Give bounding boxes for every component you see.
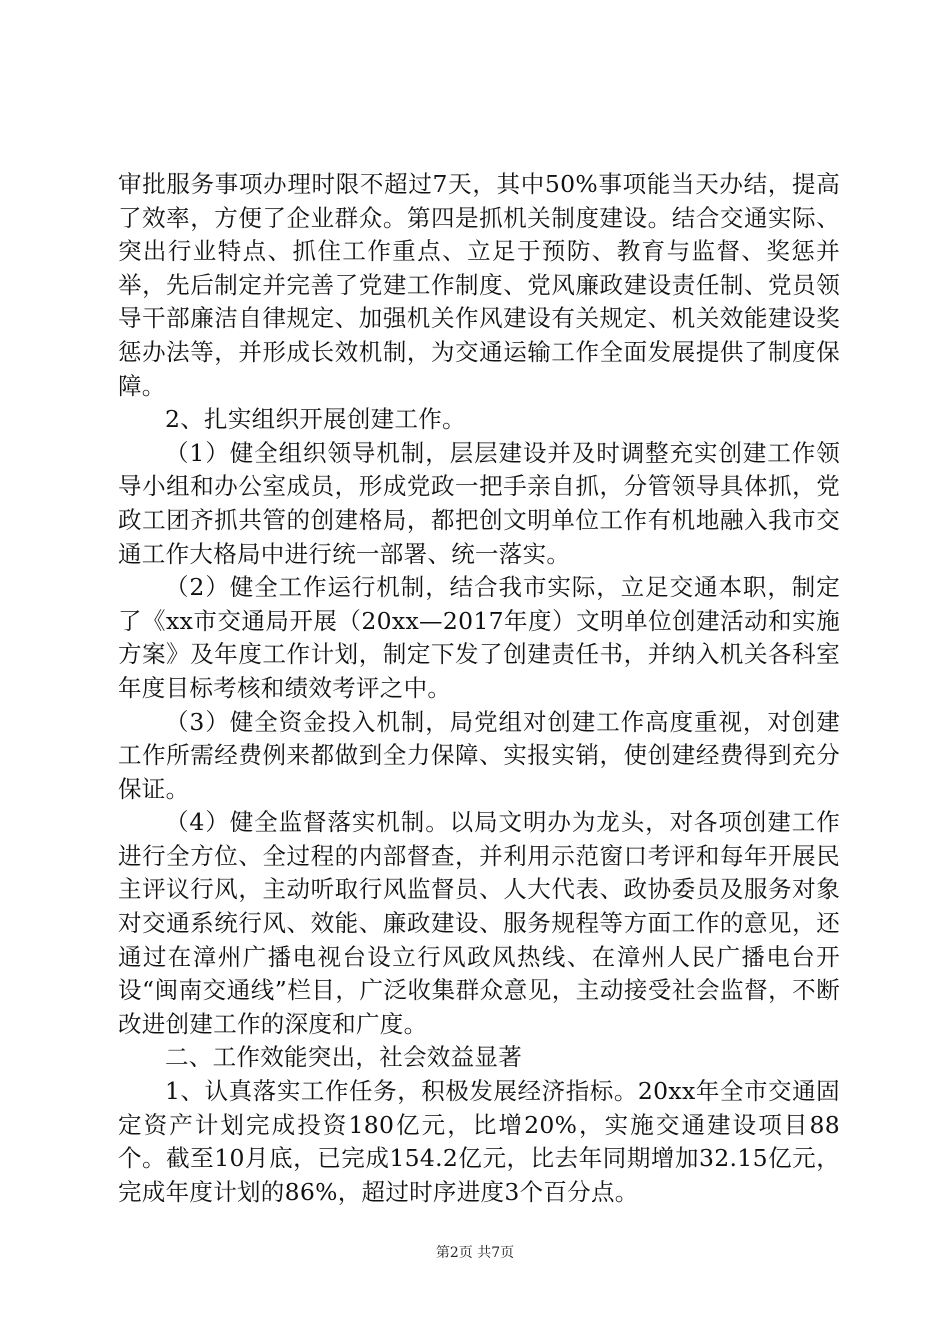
- paragraph-4: （2）健全工作运行机制，结合我市实际，立足交通本职，制定了《xx市交通局开展（20xx—2017年度）文明单位创建活动和实施方案》及年度工作计划，制定下发了创建责任书，并纳入机关各科室年度目标考核和绩效考评之中。: [118, 573, 840, 702]
- page-footer: 第2页 共7页: [435, 1245, 515, 1261]
- paragraph-8: 1、认真落实工作任务，积极发展经济指标。20xx年全市交通固定资产计划完成投资180亿元，比增20%，实施交通建设项目88个。截至10月底，已完成154.2亿元，比去年同期增加32.15亿元，完成年度计划的86%，超过时序进度3个百分点。: [118, 1077, 840, 1206]
- document-body: [118, 168, 840, 1209]
- paragraph-5: （3）健全资金投入机制，局党组对创建工作高度重视，对创建工作所需经费例来都做到全力保障、实报实销，使创建经费得到充分保证。: [118, 707, 840, 803]
- paragraph-2-heading: 2、扎实组织开展创建工作。: [165, 405, 466, 434]
- section-heading: 二、工作效能突出，社会效益显著: [165, 1043, 522, 1072]
- paragraph-3: （1）健全组织领导机制，层层建设并及时调整充实创建工作领导小组和办公室成员，形成党政一把手亲自抓，分管领导具体抓，党政工团齐抓共管的创建格局，都把创文明单位工作有机地融入我市交通工作大格局中进行统一部署、统一落实。: [118, 438, 840, 568]
- paragraph-1: 审批服务事项办理时限不超过7天，其中50%事项能当天办结，提高了效率，方便了企业群众。第四是抓机关制度建设。结合交通实际、突出行业特点、抓住工作重点、立足于预防、教育与监督、奖惩并举，先后制定并完善了党建工作制度、党风廉政建设责任制、党员领导干部廉洁自律规定、加强机关作风建设有关规定、机关效能建设奖惩办法等，并形成长效机制，为交通运输工作全面发展提供了制度保障。: [118, 170, 840, 400]
- paragraph-6: （4）健全监督落实机制。以局文明办为龙头，对各项创建工作进行全方位、全过程的内部督查，并利用示范窗口考评和每年开展民主评议行风，主动听取行风监督员、人大代表、政协委员及服务对象对交通系统行风、效能、廉政建设、服务规程等方面工作的意见，还通过在漳州广播电视台设立行风政风热线、在漳州人民广播电台开设“闽南交通线”栏目，广泛收集群众意见，主动接受社会监督，不断改进创建工作的深度和广度。: [118, 808, 840, 1038]
